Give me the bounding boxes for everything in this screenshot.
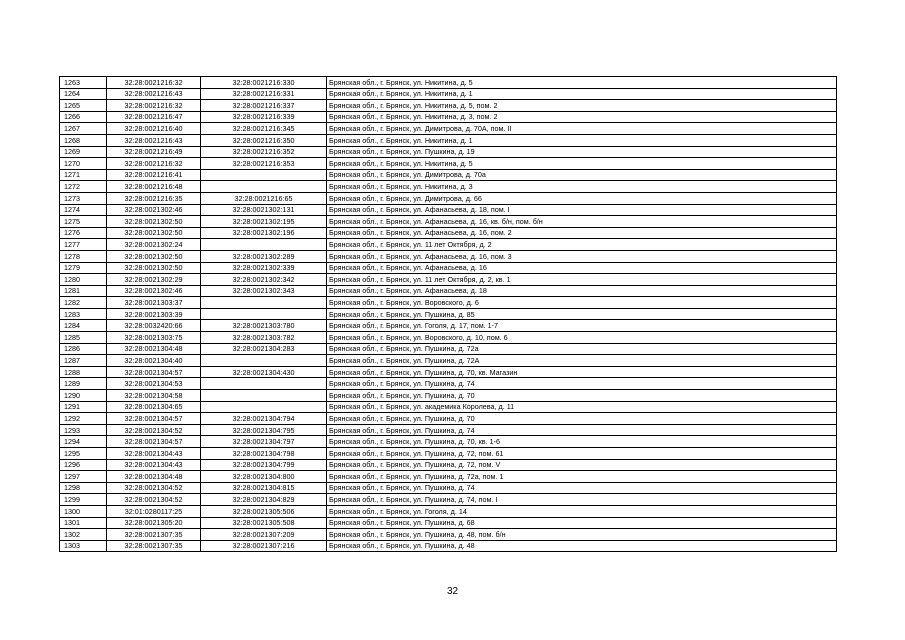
cadastral-object-cell: 32:28:0021305:506 (201, 505, 327, 517)
cadastral-object-cell: 32:28:0021303:780 (201, 320, 327, 332)
cadastral-object-cell (201, 169, 327, 181)
address-cell: Брянская обл., г. Брянск, ул. Афанасьева, д. 16 (327, 262, 837, 274)
address-cell: Брянская обл., г. Брянск, ул. Пушкина, д. 74 (327, 482, 837, 494)
cadastral-parcel-cell: 32:28:0021304:58 (107, 390, 201, 402)
row-number-cell: 1300 (60, 505, 107, 517)
table-row (60, 343, 837, 355)
address-cell: Брянская обл., г. Брянск, ул. Пушкина, д. 85 (327, 308, 837, 320)
cadastral-object-cell: 32:28:0021302:339 (201, 262, 327, 274)
row-number-cell: 1299 (60, 494, 107, 506)
address-cell: Брянская обл., г. Брянск, ул. Пушкина, д. 74 (327, 378, 837, 390)
cadastral-object-cell: 32:28:0021216:352 (201, 146, 327, 158)
cadastral-object-cell: 32:28:0021305:508 (201, 517, 327, 529)
cadastral-parcel-cell: 32:28:0021216:43 (107, 134, 201, 146)
cadastral-object-cell: 32:28:0021216:345 (201, 123, 327, 135)
table-row (60, 413, 837, 425)
row-number-cell: 1269 (60, 146, 107, 158)
table-row (60, 517, 837, 529)
address-cell: Брянская обл., г. Брянск, ул. Пушкина, д. 72, пом. V (327, 459, 837, 471)
row-number-cell: 1280 (60, 274, 107, 286)
table-row (60, 320, 837, 332)
cadastral-object-cell: 32:28:0021304:283 (201, 343, 327, 355)
row-number-cell: 1289 (60, 378, 107, 390)
cadastral-parcel-cell: 32:28:0021304:52 (107, 482, 201, 494)
row-number-cell: 1293 (60, 424, 107, 436)
cadastral-parcel-cell: 32:28:0021216:35 (107, 192, 201, 204)
row-number-cell: 1283 (60, 308, 107, 320)
cadastral-parcel-cell: 32:28:0021216:49 (107, 146, 201, 158)
cadastral-object-cell: 32:28:0021302:196 (201, 227, 327, 239)
cadastral-parcel-cell: 32:28:0021303:39 (107, 308, 201, 320)
table-row (60, 390, 837, 402)
cadastral-object-cell: 32:28:0021302:343 (201, 285, 327, 297)
cadastral-object-cell (201, 390, 327, 402)
cadastral-object-cell: 32:28:0021303:782 (201, 332, 327, 344)
cadastral-parcel-cell: 32:28:0021302:50 (107, 227, 201, 239)
cadastral-parcel-cell: 32:01:0280117:25 (107, 505, 201, 517)
cadastral-object-cell: 32:28:0021216:337 (201, 100, 327, 112)
address-cell: Брянская обл., г. Брянск, ул. 11 лет Октября, д. 2 (327, 239, 837, 251)
cadastral-object-cell: 32:28:0021216:339 (201, 111, 327, 123)
cadastral-object-cell: 32:28:0021302:195 (201, 216, 327, 228)
address-cell: Брянская обл., г. Брянск, ул. Пушкина, д. 72, пом. 61 (327, 448, 837, 460)
cadastral-parcel-cell: 32:28:0021303:37 (107, 297, 201, 309)
cadastral-parcel-cell: 32:28:0021216:41 (107, 169, 201, 181)
cadastral-parcel-cell: 32:28:0021302:46 (107, 204, 201, 216)
address-cell: Брянская обл., г. Брянск, ул. Афанасьева, д. 16, кв. б/н, пом. б/н (327, 216, 837, 228)
cadastral-object-cell: 32:28:0021304:799 (201, 459, 327, 471)
row-number-cell: 1278 (60, 250, 107, 262)
cadastral-object-cell: 32:28:0021304:794 (201, 413, 327, 425)
registry-table-body (60, 77, 837, 552)
row-number-cell: 1273 (60, 192, 107, 204)
row-number-cell: 1271 (60, 169, 107, 181)
table-row (60, 77, 837, 89)
address-cell: Брянская обл., г. Брянск, ул. Афанасьева, д. 18 (327, 285, 837, 297)
cadastral-object-cell (201, 355, 327, 367)
cadastral-object-cell: 32:28:0021304:815 (201, 482, 327, 494)
address-cell: Брянская обл., г. Брянск, ул. Пушкина, д. 74 (327, 424, 837, 436)
cadastral-object-cell: 32:28:0021302:289 (201, 250, 327, 262)
address-cell: Брянская обл., г. Брянск, ул. Пушкина, д. 72а, пом. 1 (327, 471, 837, 483)
row-number-cell: 1287 (60, 355, 107, 367)
address-cell: Брянская обл., г. Брянск, ул. Димитрова, д. 70А, пом. II (327, 123, 837, 135)
row-number-cell: 1272 (60, 181, 107, 193)
cadastral-object-cell: 32:28:0021304:430 (201, 366, 327, 378)
address-cell: Брянская обл., г. Брянск, ул. Пушкина, д. 48 (327, 540, 837, 552)
table-row (60, 332, 837, 344)
address-cell: Брянская обл., г. Брянск, ул. Никитина, д. 3 (327, 181, 837, 193)
table-row (60, 239, 837, 251)
row-number-cell: 1277 (60, 239, 107, 251)
row-number-cell: 1303 (60, 540, 107, 552)
cadastral-parcel-cell: 32:28:0021216:32 (107, 158, 201, 170)
table-row (60, 123, 837, 135)
cadastral-parcel-cell: 32:28:0021216:47 (107, 111, 201, 123)
address-cell: Брянская обл., г. Брянск, ул. Афанасьева, д. 18, пом. I (327, 204, 837, 216)
address-cell: Брянская обл., г. Брянск, ул. Афанасьева, д. 16, пом. 3 (327, 250, 837, 262)
cadastral-object-cell: 32:28:0021216:350 (201, 134, 327, 146)
cadastral-parcel-cell: 32:28:0021304:43 (107, 459, 201, 471)
cadastral-object-cell: 32:28:0021216:330 (201, 77, 327, 89)
table-row (60, 169, 837, 181)
address-cell: Брянская обл., г. Брянск, ул. Гоголя, д. 17, пом. 1-7 (327, 320, 837, 332)
row-number-cell: 1297 (60, 471, 107, 483)
address-cell: Брянская обл., г. Брянск, ул. Никитина, д. 5 (327, 158, 837, 170)
address-cell: Брянская обл., г. Брянск, ул. Воровского, д. 6 (327, 297, 837, 309)
cadastral-object-cell: 32:28:0021304:829 (201, 494, 327, 506)
cadastral-parcel-cell: 32:28:0021304:57 (107, 366, 201, 378)
cadastral-parcel-cell: 32:28:0021302:50 (107, 250, 201, 262)
table-row (60, 401, 837, 413)
row-number-cell: 1291 (60, 401, 107, 413)
cadastral-parcel-cell: 32:28:0021304:57 (107, 413, 201, 425)
address-cell: Брянская обл., г. Брянск, ул. Воровского, д. 10, пом. 6 (327, 332, 837, 344)
address-cell: Брянская обл., г. Брянск, ул. Никитина, д. 3, пом. 2 (327, 111, 837, 123)
cadastral-parcel-cell: 32:28:0021304:57 (107, 436, 201, 448)
cadastral-object-cell: 32:28:0021216:353 (201, 158, 327, 170)
table-row (60, 146, 837, 158)
table-row (60, 262, 837, 274)
cadastral-parcel-cell: 32:28:0021216:48 (107, 181, 201, 193)
cadastral-parcel-cell: 32:28:0021302:50 (107, 262, 201, 274)
cadastral-parcel-cell: 32:28:0021304:53 (107, 378, 201, 390)
cadastral-parcel-cell: 32:28:0032420:66 (107, 320, 201, 332)
row-number-cell: 1285 (60, 332, 107, 344)
cadastral-parcel-cell: 32:28:0021304:48 (107, 471, 201, 483)
table-row (60, 250, 837, 262)
row-number-cell: 1294 (60, 436, 107, 448)
cadastral-object-cell: 32:28:0021216:65 (201, 192, 327, 204)
table-row (60, 378, 837, 390)
row-number-cell: 1292 (60, 413, 107, 425)
row-number-cell: 1276 (60, 227, 107, 239)
cadastral-object-cell: 32:28:0021302:342 (201, 274, 327, 286)
address-cell: Брянская обл., г. Брянск, ул. Пушкина, д. 74, пом. I (327, 494, 837, 506)
row-number-cell: 1301 (60, 517, 107, 529)
cadastral-object-cell: 32:28:0021216:331 (201, 88, 327, 100)
address-cell: Брянская обл., г. Брянск, ул. Пушкина, д. 19 (327, 146, 837, 158)
table-row (60, 471, 837, 483)
table-row (60, 227, 837, 239)
address-cell: Брянская обл., г. Брянск, ул. Пушкина, д. 72А (327, 355, 837, 367)
cadastral-object-cell: 32:28:0021304:800 (201, 471, 327, 483)
cadastral-parcel-cell: 32:28:0021305:20 (107, 517, 201, 529)
page-number: 32 (446, 586, 459, 597)
cadastral-parcel-cell: 32:28:0021304:48 (107, 343, 201, 355)
table-row (60, 181, 837, 193)
address-cell: Брянская обл., г. Брянск, ул. Гоголя, д. 14 (327, 505, 837, 517)
table-row (60, 482, 837, 494)
table-row (60, 366, 837, 378)
row-number-cell: 1298 (60, 482, 107, 494)
address-cell: Брянская обл., г. Брянск, ул. Никитина, д. 5, пом. 2 (327, 100, 837, 112)
table-row (60, 436, 837, 448)
cadastral-object-cell (201, 308, 327, 320)
row-number-cell: 1279 (60, 262, 107, 274)
row-number-cell: 1281 (60, 285, 107, 297)
cadastral-parcel-cell: 32:28:0021216:40 (107, 123, 201, 135)
cadastral-object-cell: 32:28:0021307:209 (201, 529, 327, 541)
cadastral-parcel-cell: 32:28:0021303:75 (107, 332, 201, 344)
cadastral-parcel-cell: 32:28:0021216:32 (107, 100, 201, 112)
table-row (60, 448, 837, 460)
cadastral-object-cell: 32:28:0021304:798 (201, 448, 327, 460)
address-cell: Брянская обл., г. Брянск, ул. Афанасьева, д. 16, пом. 2 (327, 227, 837, 239)
address-cell: Брянская обл., г. Брянск, ул. 11 лет Октября, д. 2, кв. 1 (327, 274, 837, 286)
table-row (60, 274, 837, 286)
table-row (60, 424, 837, 436)
row-number-cell: 1284 (60, 320, 107, 332)
row-number-cell: 1270 (60, 158, 107, 170)
address-cell: Брянская обл., г. Брянск, ул. Димитрова, д. 70а (327, 169, 837, 181)
table-row (60, 297, 837, 309)
table-row (60, 494, 837, 506)
table-row (60, 100, 837, 112)
row-number-cell: 1274 (60, 204, 107, 216)
table-row (60, 355, 837, 367)
row-number-cell: 1296 (60, 459, 107, 471)
address-cell: Брянская обл., г. Брянск, ул. Пушкина, д. 70 (327, 390, 837, 402)
cadastral-parcel-cell: 32:28:0021302:46 (107, 285, 201, 297)
address-cell: Брянская обл., г. Брянск, ул. академика Королева, д. 11 (327, 401, 837, 413)
cadastral-parcel-cell: 32:28:0021302:50 (107, 216, 201, 228)
table-row (60, 204, 837, 216)
row-number-cell: 1282 (60, 297, 107, 309)
cadastral-parcel-cell: 32:28:0021216:43 (107, 88, 201, 100)
address-cell: Брянская обл., г. Брянск, ул. Пушкина, д. 72а (327, 343, 837, 355)
table-row (60, 459, 837, 471)
row-number-cell: 1264 (60, 88, 107, 100)
cadastral-object-cell: 32:28:0021304:797 (201, 436, 327, 448)
cadastral-parcel-cell: 32:28:0021307:35 (107, 529, 201, 541)
table-row (60, 216, 837, 228)
address-cell: Брянская обл., г. Брянск, ул. Пушкина, д. 48, пом. б/н (327, 529, 837, 541)
row-number-cell: 1275 (60, 216, 107, 228)
address-cell: Брянская обл., г. Брянск, ул. Димитрова, д. 66 (327, 192, 837, 204)
cadastral-parcel-cell: 32:28:0021304:43 (107, 448, 201, 460)
cadastral-object-cell: 32:28:0021304:795 (201, 424, 327, 436)
address-cell: Брянская обл., г. Брянск, ул. Никитина, д. 5 (327, 77, 837, 89)
address-cell: Брянская обл., г. Брянск, ул. Пушкина, д. 68 (327, 517, 837, 529)
row-number-cell: 1267 (60, 123, 107, 135)
table-row (60, 505, 837, 517)
cadastral-parcel-cell: 32:28:0021302:29 (107, 274, 201, 286)
row-number-cell: 1302 (60, 529, 107, 541)
row-number-cell: 1265 (60, 100, 107, 112)
cadastral-parcel-cell: 32:28:0021304:65 (107, 401, 201, 413)
cadastral-parcel-cell: 32:28:0021304:52 (107, 424, 201, 436)
cadastral-object-cell: 32:28:0021302:131 (201, 204, 327, 216)
cadastral-parcel-cell: 32:28:0021304:52 (107, 494, 201, 506)
address-cell: Брянская обл., г. Брянск, ул. Пушкина, д. 70, кв. 1-6 (327, 436, 837, 448)
cadastral-parcel-cell: 32:28:0021216:32 (107, 77, 201, 89)
cadastral-object-cell (201, 297, 327, 309)
table-row (60, 158, 837, 170)
cadastral-object-cell (201, 181, 327, 193)
table-row (60, 134, 837, 146)
table-row (60, 308, 837, 320)
table-row (60, 88, 837, 100)
table-row (60, 285, 837, 297)
address-cell: Брянская обл., г. Брянск, ул. Пушкина, д. 70, кв. Магазин (327, 366, 837, 378)
row-number-cell: 1290 (60, 390, 107, 402)
table-row (60, 540, 837, 552)
cadastral-object-cell (201, 239, 327, 251)
cadastral-parcel-cell: 32:28:0021307:35 (107, 540, 201, 552)
address-cell: Брянская обл., г. Брянск, ул. Никитина, д. 1 (327, 88, 837, 100)
registry-table (59, 76, 837, 552)
row-number-cell: 1288 (60, 366, 107, 378)
row-number-cell: 1286 (60, 343, 107, 355)
cadastral-object-cell: 32:28:0021307:216 (201, 540, 327, 552)
cadastral-object-cell (201, 401, 327, 413)
table-row (60, 111, 837, 123)
address-cell: Брянская обл., г. Брянск, ул. Никитина, д. 1 (327, 134, 837, 146)
row-number-cell: 1268 (60, 134, 107, 146)
cadastral-object-cell (201, 378, 327, 390)
address-cell: Брянская обл., г. Брянск, ул. Пушкина, д. 70 (327, 413, 837, 425)
cadastral-parcel-cell: 32:28:0021302:24 (107, 239, 201, 251)
row-number-cell: 1295 (60, 448, 107, 460)
cadastral-parcel-cell: 32:28:0021304:40 (107, 355, 201, 367)
row-number-cell: 1263 (60, 77, 107, 89)
table-row (60, 529, 837, 541)
table-row (60, 192, 837, 204)
row-number-cell: 1266 (60, 111, 107, 123)
